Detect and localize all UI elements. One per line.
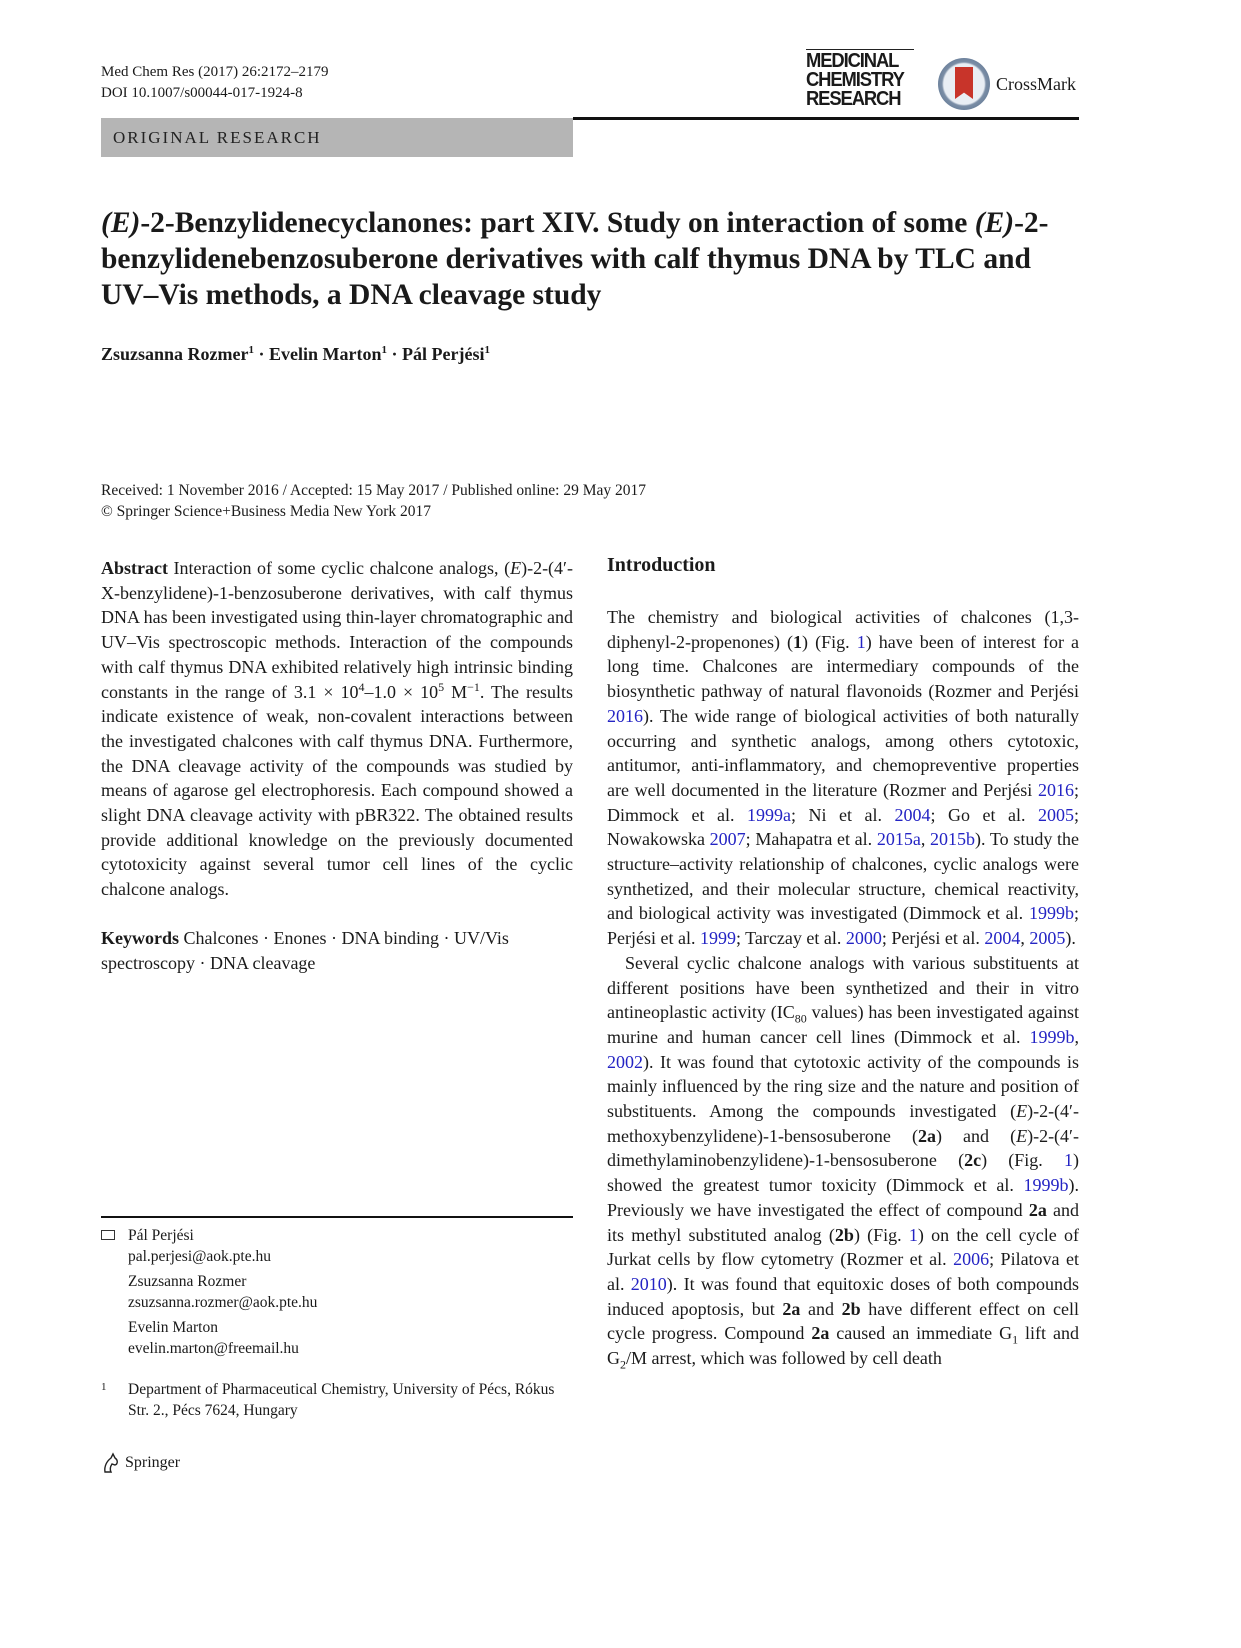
text-run: Several cyclic chalcone analogs with various substituents at different positions have been synthetized and their in vitro antineoplastic activity (IC bbox=[607, 952, 1079, 1023]
bold-text: 1 bbox=[793, 631, 803, 652]
text-run: ; Nowakowska bbox=[607, 804, 1079, 850]
history-dates: Received: 1 November 2016 / Accepted: 15 May 2017 / Published online: 29 May 2017 bbox=[101, 482, 646, 499]
superscript: 5 bbox=[438, 679, 445, 694]
citation-link[interactable]: 2010 bbox=[630, 1273, 667, 1294]
publisher-logo bbox=[101, 1452, 180, 1474]
text-run: and its methyl substituted analog ( bbox=[607, 1199, 1079, 1245]
logo-line: MEDICINAL bbox=[806, 50, 899, 72]
text-run: ; Perjési et al. bbox=[607, 903, 1079, 949]
text-run: ; Ni et al. bbox=[790, 804, 895, 825]
introduction-heading: Introduction bbox=[607, 554, 716, 576]
publication-dates bbox=[101, 481, 646, 522]
bold-text: -2-Benzylidenecyclanones: part XIV. Study on interaction of some bbox=[140, 207, 975, 239]
text-run: . The results indicate existence of weak, non-covalent interactions between the investigated chalcones with calf thymus DNA. Furthermore, the DNA cleavage activity of the compounds was studied by means of agarose gel electrophoresis. Each compound showed a slight DNA cleavage activity with pBR322. The obtained results provide additional knowledge on the previously documented cytotoxicity against several tumor cell lines of the cyclic chalcone analogs. bbox=[101, 681, 574, 900]
contact-name: Zsuzsanna Rozmer bbox=[128, 1273, 247, 1290]
italic-text: (E) bbox=[974, 207, 1015, 239]
bold-text: -2-benzylidenebenzosuberone derivatives with calf thymus DNA by TLC and UV–Vis methods, a DNA cleavage study bbox=[101, 207, 1049, 311]
contact-email[interactable]: pal.perjesi@aok.pte.hu bbox=[128, 1247, 271, 1265]
right-column bbox=[607, 605, 1079, 1371]
contact-email[interactable]: evelin.marton@freemail.hu bbox=[128, 1339, 299, 1357]
citation-link[interactable]: 1 bbox=[908, 1224, 918, 1245]
affiliation-sup: 1 bbox=[381, 344, 388, 356]
superscript: −1 bbox=[467, 679, 480, 694]
citation-link[interactable]: 1999 bbox=[699, 928, 736, 949]
superscript: 4 bbox=[358, 679, 365, 694]
intro-paragraph bbox=[607, 605, 1079, 951]
text-run: )-2-(4′-methoxybenzylidene)-1-bensosuberone ( bbox=[607, 1101, 1079, 1146]
text-run: ; Go et al. bbox=[930, 804, 1038, 825]
footnote-rule bbox=[101, 1216, 573, 1218]
italic-text: E bbox=[510, 558, 522, 578]
citation-link[interactable]: 2016 bbox=[607, 705, 643, 726]
springer-horse-icon bbox=[101, 1452, 121, 1474]
text-run: )-2-(4′-dimethylaminobenzylidene)-1-bensosuberone ( bbox=[607, 1125, 1079, 1171]
copyright: © Springer Science+Business Media New York 2017 bbox=[101, 502, 432, 520]
abstract bbox=[101, 556, 573, 902]
citation-link[interactable]: 2002 bbox=[607, 1051, 643, 1072]
text-run: ) on the cell cycle of Jurkat cells by flow cytometry (Rozmer et al. bbox=[607, 1224, 1079, 1270]
text-run: M bbox=[444, 681, 468, 702]
bold-text: 2a bbox=[1028, 1199, 1047, 1220]
bold-text: 2b bbox=[834, 1224, 854, 1245]
crossmark-badge[interactable] bbox=[938, 58, 1076, 110]
crossmark-icon bbox=[938, 58, 990, 110]
author-name[interactable]: Zsuzsanna Rozmer bbox=[101, 344, 249, 364]
article-title bbox=[101, 205, 1061, 313]
logo-line: RESEARCH bbox=[806, 88, 901, 110]
contact-item bbox=[101, 1272, 317, 1313]
text-run: have different effect on cell cycle progress. Compound bbox=[607, 1298, 1080, 1344]
text-run: , bbox=[920, 829, 931, 850]
bold-text: Keywords bbox=[101, 927, 179, 948]
doi: DOI 10.1007/s00044-017-1924-8 bbox=[101, 85, 303, 101]
text-run: ) and ( bbox=[935, 1125, 1017, 1146]
citation-link[interactable]: 2004 bbox=[894, 804, 931, 825]
text-run: The chemistry and biological activities of chalcones (1,3-diphenyl-2-propenones) ( bbox=[607, 607, 1079, 652]
left-column bbox=[101, 556, 573, 975]
text-run: ; Pilatova et al. bbox=[607, 1249, 1079, 1294]
citation-link[interactable]: 2005 bbox=[1029, 928, 1066, 949]
text-run: –1.0 × 10 bbox=[364, 681, 439, 702]
journal-reference bbox=[101, 62, 328, 104]
author-name[interactable]: Evelin Marton bbox=[269, 344, 382, 364]
crossmark-label: CrossMark bbox=[996, 73, 1076, 94]
author-separator: · bbox=[254, 344, 270, 364]
contact-email[interactable]: zsuzsanna.rozmer@aok.pte.hu bbox=[128, 1293, 318, 1311]
text-run: ). It was found that cytotoxic activity of the compounds is mainly influenced by the ring size and the nature and position of substituents. Among the compounds investigated ( bbox=[607, 1051, 1079, 1122]
envelope-icon bbox=[101, 1230, 115, 1240]
citation-link[interactable]: 1999b bbox=[1023, 1175, 1069, 1196]
header-rule bbox=[573, 117, 1079, 120]
contact-item bbox=[101, 1318, 317, 1359]
text-run: ). Previously we have investigated the effect of compound bbox=[607, 1175, 1079, 1220]
text-run: ; Mahapatra et al. bbox=[745, 829, 877, 850]
bold-text: 2a bbox=[782, 1298, 801, 1319]
subscript: 1 bbox=[1012, 1332, 1019, 1347]
journal-logo bbox=[806, 52, 904, 109]
text-run: lift and G bbox=[607, 1323, 1079, 1369]
text-run: ). To study the structure–activity relationship of chalcones, cyclic analogs were synthetized, and their molecular structure, chemical reactivity, and biological activity was investigated (Dimmock et al. bbox=[607, 829, 1080, 924]
citation-link[interactable]: 1 bbox=[1064, 1150, 1073, 1171]
subscript: 80 bbox=[794, 1011, 807, 1026]
affiliation bbox=[101, 1380, 561, 1421]
affiliation-sup: 1 bbox=[484, 344, 490, 356]
text-run: and bbox=[800, 1298, 842, 1319]
text-run: ). It was found that equitoxic doses of both compounds induced apoptosis, but bbox=[607, 1273, 1079, 1319]
text-run: ). bbox=[1065, 928, 1076, 949]
author-name[interactable]: Pál Perjési bbox=[402, 344, 485, 364]
italic-text: E bbox=[1016, 1125, 1028, 1146]
affiliation-number: 1 bbox=[101, 1381, 107, 1393]
keywords bbox=[101, 926, 573, 975]
author-separator: · bbox=[387, 344, 403, 364]
section-label: ORIGINAL RESEARCH bbox=[101, 118, 573, 157]
subscript: 2 bbox=[620, 1357, 626, 1372]
contact-name: Pál Perjési bbox=[128, 1227, 194, 1244]
citation-link[interactable]: 2015a bbox=[876, 829, 921, 850]
bold-text: 2c bbox=[964, 1150, 982, 1171]
citation-link[interactable]: 1 bbox=[856, 631, 866, 652]
text-run: ). The wide range of biological activities of both naturally occurring and synthetic analogs, among others cytotoxic, antitumor, anti-inflammatory, and chemopreventive properties are well documented in the literature (Rozmer and Perjési bbox=[607, 705, 1079, 800]
bold-text: Abstract bbox=[101, 558, 168, 578]
text-run: ) have been of interest for a long time. Chalcones are intermediary compounds of the biosynthetic pathway of natural flavonoids (Rozmer and Perjési bbox=[607, 631, 1080, 702]
citation-link[interactable]: 1999b bbox=[1028, 903, 1074, 924]
citation-link[interactable]: 2007 bbox=[709, 829, 746, 850]
text-run: /M arrest, which was followed by cell death bbox=[626, 1348, 942, 1369]
text-run: ) (Fig. bbox=[802, 631, 857, 652]
citation-link[interactable]: 2005 bbox=[1037, 804, 1074, 825]
text-run: Chalcones · Enones · DNA binding · UV/Vis spectroscopy · DNA cleavage bbox=[101, 927, 509, 973]
text-run: , bbox=[1074, 1026, 1079, 1047]
text-run: ) showed the greatest tumor toxicity (Dimmock et al. bbox=[607, 1150, 1079, 1196]
text-run: ; Tarczay et al. bbox=[735, 928, 846, 949]
citation-link[interactable]: 2006 bbox=[953, 1249, 990, 1270]
bold-text: 2a bbox=[811, 1323, 830, 1344]
text-run: ) (Fig. bbox=[981, 1150, 1064, 1171]
logo-line: CHEMISTRY bbox=[806, 69, 904, 91]
contact-name: Evelin Marton bbox=[128, 1319, 218, 1336]
citation-link[interactable]: 2000 bbox=[845, 928, 882, 949]
text-run: Interaction of some cyclic chalcone analogs, ( bbox=[167, 558, 511, 578]
affiliation-sup: 1 bbox=[248, 344, 254, 356]
text-run: caused an immediate G bbox=[829, 1323, 1013, 1344]
text-run: ; Dimmock et al. bbox=[607, 779, 1079, 825]
text-run: ) (Fig. bbox=[853, 1224, 909, 1245]
bold-text: 2b bbox=[841, 1298, 861, 1319]
contact-list bbox=[101, 1226, 317, 1364]
citation-link[interactable]: 2004 bbox=[984, 928, 1021, 949]
italic-text: E bbox=[1016, 1101, 1028, 1122]
citation-link[interactable]: 1999b bbox=[1029, 1026, 1075, 1047]
contact-item bbox=[101, 1226, 317, 1267]
intro-paragraph bbox=[607, 951, 1079, 1371]
text-run: ; Perjési et al. bbox=[881, 928, 985, 949]
text-run: values) has been investigated against murine and human cancer cell lines (Dimmock et al. bbox=[607, 1002, 1079, 1047]
publisher-name: Springer bbox=[125, 1454, 181, 1471]
affiliation-text: Department of Pharmaceutical Chemistry, University of Pécs, Rókus Str. 2., Pécs 7624, Hungary bbox=[128, 1381, 555, 1419]
journal-citation: Med Chem Res (2017) 26:2172–2179 bbox=[101, 64, 329, 80]
citation-link[interactable]: 1999a bbox=[746, 804, 791, 825]
citation-link[interactable]: 2015b bbox=[930, 829, 976, 850]
text-run: , bbox=[1020, 928, 1030, 949]
text-run: )-2-(4′-X-benzylidene)-1-benzosuberone derivatives, with calf thymus DNA has been investigated using thin-layer chromatographic and UV–Vis spectroscopic methods. Interaction of the compounds with calf thymus DNA exhibited relatively high intrinsic binding constants in the range of 3.1 × 10 bbox=[101, 558, 573, 702]
bold-text: 2a bbox=[917, 1125, 936, 1146]
citation-link[interactable]: 2016 bbox=[1037, 779, 1074, 800]
author-list bbox=[101, 344, 490, 365]
italic-text: (E) bbox=[101, 207, 141, 239]
